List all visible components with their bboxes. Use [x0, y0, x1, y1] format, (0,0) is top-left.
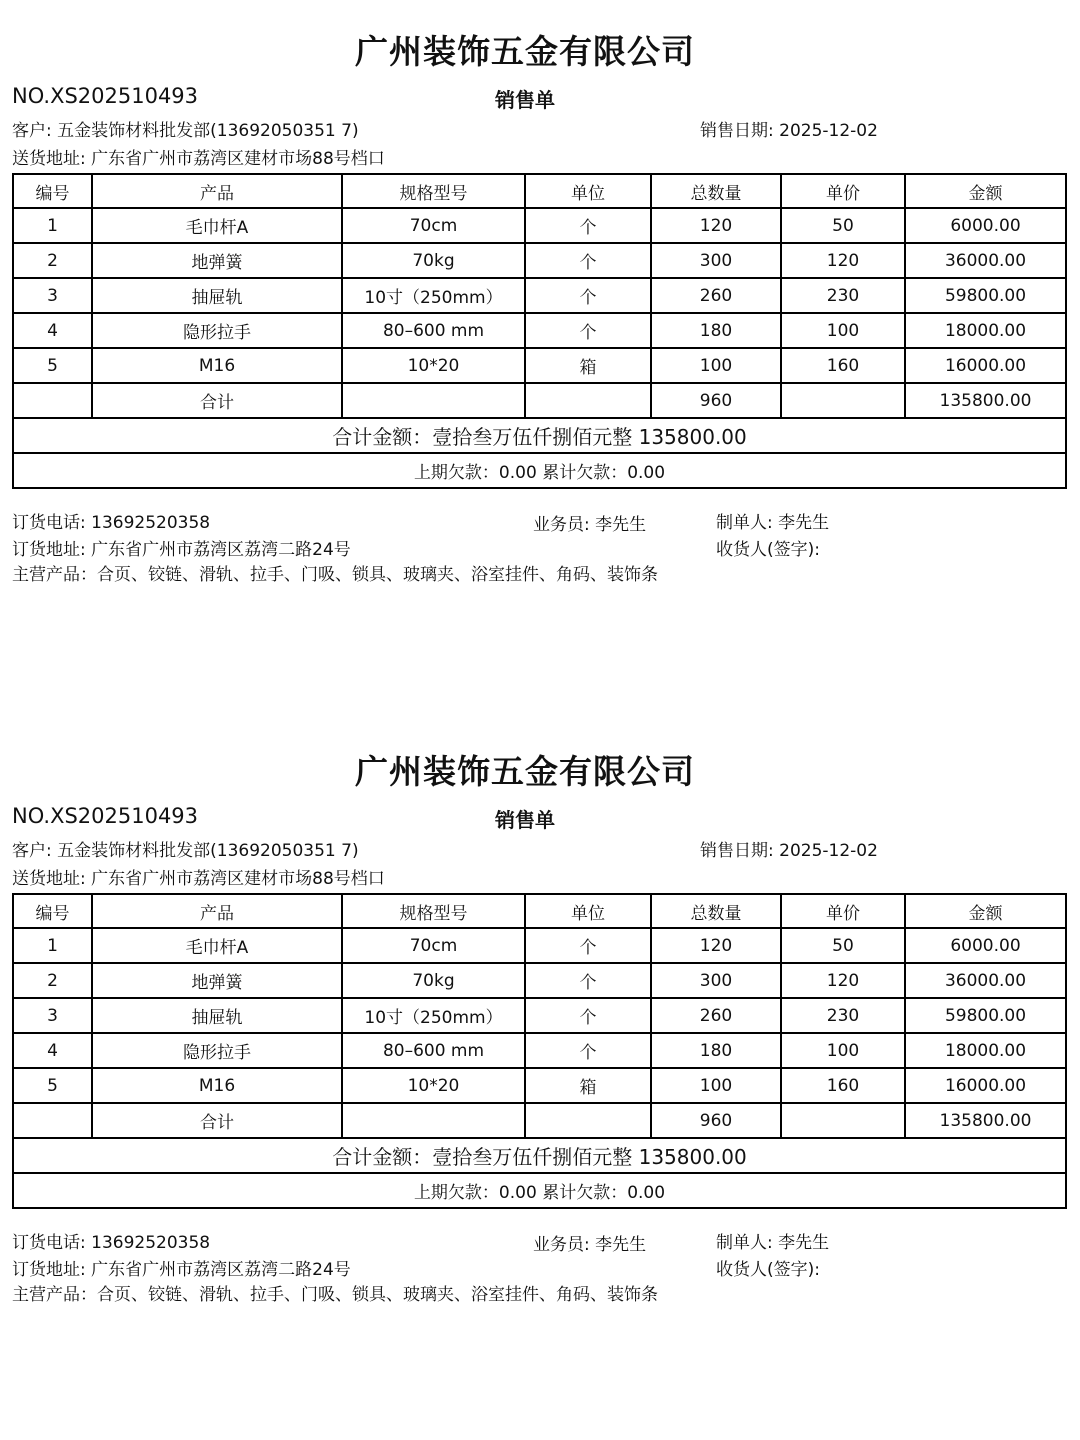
table-row	[13, 1033, 1066, 1068]
header-cell: 产品	[92, 174, 342, 208]
table-cell: 6000.00	[905, 208, 1066, 243]
table-cell	[342, 383, 525, 418]
table-cell: 300	[651, 243, 781, 278]
table-header-row	[13, 894, 1066, 928]
delivery-address: 送货地址: 广东省广州市荔湾区建材市场88号档口	[12, 869, 385, 889]
header-cell: 规格型号	[342, 174, 525, 208]
header-cell: 总数量	[651, 894, 781, 928]
table-cell: 50	[781, 928, 905, 963]
table-cell: 160	[781, 348, 905, 383]
table-cell: 4	[13, 1033, 92, 1068]
main-products: 主营产品：合页、铰链、滑轨、拉手、门吸、锁具、玻璃夹、浴室挂件、角码、装饰条	[12, 1285, 658, 1305]
table-cell: 10*20	[342, 1068, 525, 1103]
receiver-signature: 收货人(签字):	[716, 1260, 820, 1280]
table-cell: 地弹簧	[92, 243, 342, 278]
items-table	[12, 173, 1067, 489]
table-cell: 2	[13, 243, 92, 278]
company-title: 广州装饰五金有限公司	[355, 752, 695, 791]
items-table	[12, 893, 1067, 1209]
table-cell: 箱	[525, 348, 651, 383]
document-number: NO.XS202510493	[12, 84, 199, 108]
table-cell: 100	[651, 348, 781, 383]
table-cell: 4	[13, 313, 92, 348]
table-cell	[781, 1103, 905, 1138]
table-cell	[781, 383, 905, 418]
total-quantity: 960	[651, 383, 781, 418]
order-address: 订货地址: 广东省广州市荔湾区荔湾二路24号	[12, 1260, 351, 1280]
table-cell: 5	[13, 1068, 92, 1103]
table-cell: 100	[781, 313, 905, 348]
table-cell: 180	[651, 1033, 781, 1068]
header-cell: 总数量	[651, 174, 781, 208]
table-cell: 个	[525, 1033, 651, 1068]
header-cell: 金额	[905, 174, 1066, 208]
header-cell: 单位	[525, 174, 651, 208]
total-row	[13, 383, 1066, 418]
header-cell: 金额	[905, 894, 1066, 928]
table-cell: 2	[13, 963, 92, 998]
total-label: 合计	[92, 383, 342, 418]
table-cell: 3	[13, 998, 92, 1033]
debt-info: 上期欠款：0.00 累计欠款：0.00	[13, 1173, 1066, 1208]
sales-slip-1	[0, 0, 1080, 640]
amount-in-words-row	[13, 418, 1066, 453]
table-cell: 16000.00	[905, 348, 1066, 383]
table-cell: 个	[525, 278, 651, 313]
table-cell	[13, 1103, 92, 1138]
table-cell: 个	[525, 243, 651, 278]
header-cell: 编号	[13, 174, 92, 208]
table-cell: 5	[13, 348, 92, 383]
amount-in-words: 合计金额：壹拾叁万伍仟捌佰元整 135800.00	[13, 418, 1066, 453]
table-cell	[13, 383, 92, 418]
total-amount: 135800.00	[905, 1103, 1066, 1138]
debt-row	[13, 453, 1066, 488]
document-type: 销售单	[495, 808, 555, 832]
table-row	[13, 313, 1066, 348]
table-cell: 160	[781, 1068, 905, 1103]
amount-in-words: 合计金额：壹拾叁万伍仟捌佰元整 135800.00	[13, 1138, 1066, 1173]
document-type: 销售单	[495, 88, 555, 112]
table-cell: 抽屉轨	[92, 998, 342, 1033]
table-cell: 10*20	[342, 348, 525, 383]
table-cell: 个	[525, 963, 651, 998]
header-cell: 产品	[92, 894, 342, 928]
table-row	[13, 348, 1066, 383]
table-cell: 36000.00	[905, 243, 1066, 278]
table-cell: 260	[651, 998, 781, 1033]
table-cell: 箱	[525, 1068, 651, 1103]
header-cell: 规格型号	[342, 894, 525, 928]
table-cell: 个	[525, 928, 651, 963]
table-cell: 1	[13, 928, 92, 963]
table-row	[13, 998, 1066, 1033]
customer-line: 客户: 五金装饰材料批发部(13692050351 7)	[12, 121, 359, 141]
table-cell: 10寸（250mm）	[342, 998, 525, 1033]
table-cell: 59800.00	[905, 998, 1066, 1033]
table-row	[13, 278, 1066, 313]
sale-date: 销售日期: 2025-12-02	[700, 121, 878, 141]
main-products: 主营产品：合页、铰链、滑轨、拉手、门吸、锁具、玻璃夹、浴室挂件、角码、装饰条	[12, 565, 658, 585]
table-cell: 230	[781, 278, 905, 313]
header-cell: 单位	[525, 894, 651, 928]
delivery-address: 送货地址: 广东省广州市荔湾区建材市场88号档口	[12, 149, 385, 169]
table-cell: 80–600 mm	[342, 1033, 525, 1068]
table-cell: 70cm	[342, 208, 525, 243]
table-cell: 70kg	[342, 243, 525, 278]
table-cell: 70kg	[342, 963, 525, 998]
table-row	[13, 963, 1066, 998]
table-row	[13, 208, 1066, 243]
table-cell: 100	[781, 1033, 905, 1068]
table-cell: 抽屉轨	[92, 278, 342, 313]
table-cell: 个	[525, 998, 651, 1033]
maker: 制单人: 李先生	[716, 513, 830, 533]
maker: 制单人: 李先生	[716, 1233, 830, 1253]
table-cell: 120	[651, 928, 781, 963]
table-cell: 1	[13, 208, 92, 243]
table-header-row	[13, 174, 1066, 208]
total-amount: 135800.00	[905, 383, 1066, 418]
table-cell: 100	[651, 1068, 781, 1103]
table-cell	[525, 1103, 651, 1138]
table-row	[13, 1068, 1066, 1103]
table-cell: 180	[651, 313, 781, 348]
table-cell: 18000.00	[905, 1033, 1066, 1068]
header-cell: 单价	[781, 174, 905, 208]
header-cell: 单价	[781, 894, 905, 928]
amount-in-words-row	[13, 1138, 1066, 1173]
table-cell: 50	[781, 208, 905, 243]
table-cell: 毛巾杆A	[92, 208, 342, 243]
total-row	[13, 1103, 1066, 1138]
company-title: 广州装饰五金有限公司	[355, 32, 695, 71]
table-cell: 70cm	[342, 928, 525, 963]
table-cell: M16	[92, 1068, 342, 1103]
order-address: 订货地址: 广东省广州市荔湾区荔湾二路24号	[12, 540, 351, 560]
salesperson: 业务员: 李先生	[533, 515, 647, 535]
document-number: NO.XS202510493	[12, 804, 199, 828]
order-phone: 订货电话: 13692520358	[12, 513, 211, 533]
table-cell: M16	[92, 348, 342, 383]
table-cell	[525, 383, 651, 418]
table-row	[13, 928, 1066, 963]
table-cell: 18000.00	[905, 313, 1066, 348]
table-cell: 隐形拉手	[92, 313, 342, 348]
order-phone: 订货电话: 13692520358	[12, 1233, 211, 1253]
debt-info: 上期欠款：0.00 累计欠款：0.00	[13, 453, 1066, 488]
table-cell: 毛巾杆A	[92, 928, 342, 963]
table-cell: 隐形拉手	[92, 1033, 342, 1068]
table-cell: 36000.00	[905, 963, 1066, 998]
table-cell: 个	[525, 313, 651, 348]
table-cell: 3	[13, 278, 92, 313]
table-cell: 230	[781, 998, 905, 1033]
customer-line: 客户: 五金装饰材料批发部(13692050351 7)	[12, 841, 359, 861]
table-cell: 59800.00	[905, 278, 1066, 313]
table-cell: 260	[651, 278, 781, 313]
header-cell: 编号	[13, 894, 92, 928]
table-cell: 个	[525, 208, 651, 243]
salesperson: 业务员: 李先生	[533, 1235, 647, 1255]
total-label: 合计	[92, 1103, 342, 1138]
table-cell: 80–600 mm	[342, 313, 525, 348]
table-cell	[342, 1103, 525, 1138]
table-cell: 10寸（250mm）	[342, 278, 525, 313]
table-row	[13, 243, 1066, 278]
sale-date: 销售日期: 2025-12-02	[700, 841, 878, 861]
table-cell: 6000.00	[905, 928, 1066, 963]
table-cell: 120	[781, 963, 905, 998]
total-quantity: 960	[651, 1103, 781, 1138]
debt-row	[13, 1173, 1066, 1208]
receiver-signature: 收货人(签字):	[716, 540, 820, 560]
sales-slip-2	[0, 720, 1080, 1360]
table-cell: 300	[651, 963, 781, 998]
table-cell: 地弹簧	[92, 963, 342, 998]
table-cell: 120	[781, 243, 905, 278]
table-cell: 16000.00	[905, 1068, 1066, 1103]
table-cell: 120	[651, 208, 781, 243]
